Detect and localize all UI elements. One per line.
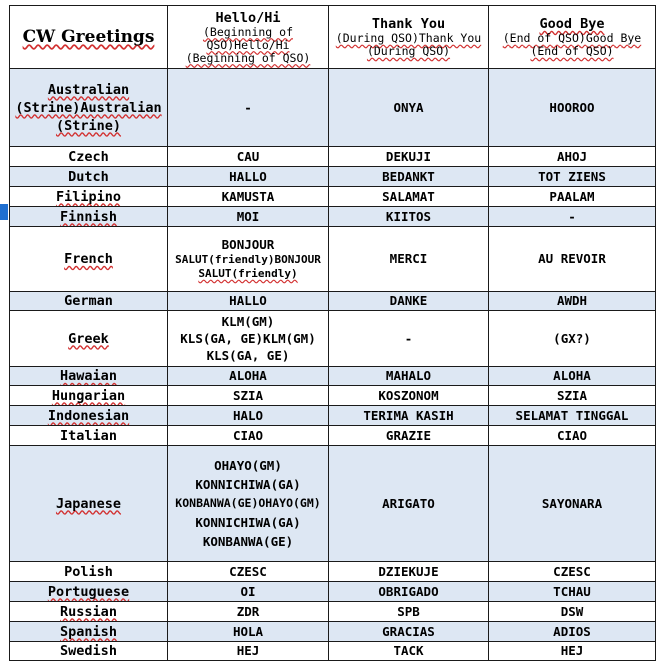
thanks-value: DEKUJI xyxy=(385,148,432,164)
hello-cell[interactable] xyxy=(168,147,329,167)
table-row xyxy=(10,227,656,292)
hello-value-line3: KONBANWA(GE)OHAYO(GM) xyxy=(175,496,321,510)
hello-cell[interactable] xyxy=(168,386,329,406)
hello-value-line2: SALUT(friendly)BONJOUR xyxy=(175,253,321,266)
bye-value: HEJ xyxy=(560,643,584,658)
table-row xyxy=(10,562,656,582)
bye-value: TOT ZIENS xyxy=(538,168,606,184)
bye-value: HOOROO xyxy=(549,99,595,115)
language-cell[interactable] xyxy=(10,602,168,622)
thanks-value: SALAMAT xyxy=(382,188,435,204)
thanks-value: GRACIAS xyxy=(382,623,435,639)
header-hello-subtitle: (Beginning of QSO)Hello/Hi (Beginning of QSO) xyxy=(185,24,311,65)
hello-cell[interactable] xyxy=(168,582,329,602)
thanks-cell[interactable] xyxy=(329,642,489,661)
language-cell[interactable] xyxy=(10,147,168,167)
bye-cell[interactable] xyxy=(489,367,656,386)
language-cell[interactable] xyxy=(10,622,168,642)
language-cell[interactable] xyxy=(10,446,168,562)
language-label: German xyxy=(64,293,113,309)
bye-value: CIAO xyxy=(556,427,588,443)
greetings-table xyxy=(9,5,656,661)
thanks-value: BEDANKT xyxy=(382,168,435,184)
hello-value: HALLO xyxy=(229,168,267,184)
thanks-cell[interactable] xyxy=(329,426,489,446)
language-label: Finnish xyxy=(60,208,117,225)
hello-cell[interactable] xyxy=(168,187,329,207)
bye-cell[interactable] xyxy=(489,386,656,406)
hello-value: OI xyxy=(240,583,256,599)
hello-value: HEJ xyxy=(236,643,260,658)
thanks-value: TACK xyxy=(393,643,424,658)
bye-value: ALOHA xyxy=(553,368,591,383)
thanks-value: ARIGATO xyxy=(382,495,435,511)
hello-value: SZIA xyxy=(232,387,264,403)
thanks-cell[interactable] xyxy=(329,167,489,187)
hello-cell[interactable] xyxy=(168,167,329,187)
hello-cell[interactable] xyxy=(168,642,329,661)
hello-value: HALLO xyxy=(229,293,267,308)
table-row xyxy=(10,187,656,207)
hello-cell[interactable] xyxy=(168,311,329,367)
hello-cell[interactable] xyxy=(168,446,329,562)
hello-value-line2: KONNICHIWA(GA) xyxy=(195,477,301,492)
bye-cell[interactable] xyxy=(489,292,656,311)
language-cell[interactable] xyxy=(10,367,168,386)
header-bye-cell[interactable] xyxy=(489,6,656,69)
bye-cell[interactable] xyxy=(489,167,656,187)
table-row xyxy=(10,406,656,426)
header-hello-cell[interactable] xyxy=(168,6,329,69)
table-row xyxy=(10,367,656,386)
language-label: Dutch xyxy=(68,168,109,185)
bye-cell[interactable] xyxy=(489,187,656,207)
thanks-value: OBRIGADO xyxy=(378,583,439,599)
thanks-value: SPB xyxy=(397,603,420,619)
language-cell[interactable] xyxy=(10,167,168,187)
table-row xyxy=(10,582,656,602)
language-label: Hungarian xyxy=(51,387,126,404)
language-cell[interactable] xyxy=(10,642,168,661)
language-label: Japanese xyxy=(55,495,122,512)
thanks-value: - xyxy=(404,330,413,346)
language-label: Filipino xyxy=(55,188,122,205)
bye-value: PAALAM xyxy=(549,188,595,204)
hello-cell[interactable] xyxy=(168,207,329,227)
language-label: Greek xyxy=(68,330,109,347)
table-row xyxy=(10,167,656,187)
bye-value: AHOJ xyxy=(556,148,588,164)
table-row xyxy=(10,311,656,367)
hello-value-line5: KONBANWA(GE) xyxy=(202,534,294,549)
bye-cell[interactable] xyxy=(489,446,656,562)
thanks-cell[interactable] xyxy=(329,562,489,582)
language-label: Spanish xyxy=(60,623,117,640)
hello-value-line4: KONNICHIWA(GA) xyxy=(195,515,301,530)
thanks-cell[interactable] xyxy=(329,367,489,386)
language-cell[interactable] xyxy=(10,227,168,292)
language-label: Czech xyxy=(68,148,109,165)
language-cell[interactable] xyxy=(10,311,168,367)
language-cell[interactable] xyxy=(10,582,168,602)
bye-cell[interactable] xyxy=(489,562,656,582)
thanks-value: ONYA xyxy=(393,99,424,115)
thanks-value: MAHALO xyxy=(385,368,432,383)
hello-cell[interactable] xyxy=(168,69,329,147)
bye-cell[interactable] xyxy=(489,406,656,426)
header-hello-title: Hello/Hi xyxy=(215,9,281,26)
language-cell[interactable] xyxy=(10,187,168,207)
thanks-cell[interactable] xyxy=(329,386,489,406)
bye-value: DSW xyxy=(560,603,584,619)
bye-cell[interactable] xyxy=(489,207,656,227)
header-bye-subtitle: (End of QSO)Good Bye (End of QSO) xyxy=(502,31,642,58)
table-row xyxy=(10,642,656,661)
thanks-cell[interactable] xyxy=(329,406,489,426)
hello-value: CIAO xyxy=(232,427,264,443)
language-cell[interactable] xyxy=(10,426,168,446)
hello-value: MOI xyxy=(236,208,260,224)
language-label: Portuguese xyxy=(47,583,130,600)
bye-value: AU REVOIR xyxy=(538,251,606,266)
hello-cell[interactable] xyxy=(168,292,329,311)
bye-cell[interactable] xyxy=(489,69,656,147)
language-cell[interactable] xyxy=(10,292,168,311)
language-label: Polish xyxy=(64,563,113,580)
thanks-cell[interactable] xyxy=(329,227,489,292)
hello-value: - xyxy=(244,99,252,115)
hello-cell[interactable] xyxy=(168,562,329,582)
thanks-cell[interactable] xyxy=(329,187,489,207)
bye-cell[interactable] xyxy=(489,311,656,367)
row-selection-marker xyxy=(0,204,8,220)
table-row xyxy=(10,292,656,311)
hello-value: CZESC xyxy=(229,563,267,579)
thanks-cell[interactable] xyxy=(329,582,489,602)
hello-cell[interactable] xyxy=(168,602,329,622)
language-cell[interactable] xyxy=(10,562,168,582)
language-cell[interactable] xyxy=(10,406,168,426)
thanks-value: DANKE xyxy=(389,293,428,308)
table-row xyxy=(10,207,656,227)
hello-value-line3: KLS(GA, GE) xyxy=(206,348,290,363)
bye-value: AWDH xyxy=(556,293,588,308)
hello-value-line3: SALUT(friendly) xyxy=(198,267,298,280)
bye-cell[interactable] xyxy=(489,622,656,642)
hello-cell[interactable] xyxy=(168,622,329,642)
bye-value: TCHAU xyxy=(553,583,591,599)
language-label: Australian (Strine)Australian (Strine) xyxy=(15,81,162,134)
language-label: Italian xyxy=(60,427,117,444)
thanks-cell[interactable] xyxy=(329,207,489,227)
corner-label: CW Greetings xyxy=(22,27,155,47)
header-bye-title: Good Bye xyxy=(539,16,605,32)
hello-value-line2: KLS(GA, GE)KLM(GM) xyxy=(180,331,316,346)
header-thanks-cell[interactable] xyxy=(329,6,489,69)
language-label: Indonesian xyxy=(47,407,130,424)
hello-cell[interactable] xyxy=(168,426,329,446)
thanks-value: DZIEKUJE xyxy=(378,563,439,579)
hello-value: KLM(GM) xyxy=(221,314,275,329)
language-label: Hawaian xyxy=(60,368,117,384)
language-label: French xyxy=(64,251,113,267)
bye-value: SAYONARA xyxy=(541,495,603,511)
thanks-cell[interactable] xyxy=(329,602,489,622)
thanks-cell[interactable] xyxy=(329,446,489,562)
bye-value: SZIA xyxy=(556,387,588,403)
bye-cell[interactable] xyxy=(489,227,656,292)
bye-cell[interactable] xyxy=(489,602,656,622)
hello-cell[interactable] xyxy=(168,227,329,292)
thanks-value: KOSZONOM xyxy=(378,387,439,403)
hello-value: BONJOUR xyxy=(221,237,275,252)
thanks-value: MERCI xyxy=(389,251,428,266)
thanks-value: TERIMA KASIH xyxy=(363,407,454,423)
thanks-cell[interactable] xyxy=(329,622,489,642)
table-row xyxy=(10,386,656,406)
hello-value: HALO xyxy=(232,407,264,423)
hello-value: ALOHA xyxy=(229,368,267,383)
bye-value: (GX?) xyxy=(553,330,591,346)
language-cell[interactable] xyxy=(10,207,168,227)
table-row xyxy=(10,602,656,622)
language-cell[interactable] xyxy=(10,69,168,147)
bye-value: ADIOS xyxy=(553,623,591,639)
bye-value: - xyxy=(568,208,576,224)
thanks-cell[interactable] xyxy=(329,69,489,147)
bye-cell[interactable] xyxy=(489,642,656,661)
corner-header-cell[interactable] xyxy=(10,6,168,69)
header-thanks-subtitle: (During QSO)Thank You (During QSO) xyxy=(335,31,482,58)
table-row xyxy=(10,426,656,446)
header-thanks-title: Thank You xyxy=(371,16,446,32)
language-cell[interactable] xyxy=(10,386,168,406)
language-label: Swedish xyxy=(60,643,117,659)
hello-cell[interactable] xyxy=(168,367,329,386)
hello-value: CAU xyxy=(236,148,260,164)
bye-cell[interactable] xyxy=(489,147,656,167)
bye-value: CZESC xyxy=(553,563,591,579)
hello-value: ZDR xyxy=(236,603,260,619)
table-row xyxy=(10,622,656,642)
hello-value: HOLA xyxy=(232,623,264,639)
hello-cell[interactable] xyxy=(168,406,329,426)
header-row xyxy=(10,6,656,69)
language-label: Russian xyxy=(60,603,117,620)
thanks-cell[interactable] xyxy=(329,292,489,311)
table-row xyxy=(10,446,656,562)
table-row xyxy=(10,69,656,147)
thanks-cell[interactable] xyxy=(329,147,489,167)
thanks-value: KIITOS xyxy=(385,208,432,224)
thanks-cell[interactable] xyxy=(329,311,489,367)
hello-value: KAMUSTA xyxy=(221,188,275,204)
bye-cell[interactable] xyxy=(489,426,656,446)
hello-value: OHAYO(GM) xyxy=(214,458,282,473)
bye-cell[interactable] xyxy=(489,582,656,602)
table-row xyxy=(10,147,656,167)
thanks-value: GRAZIE xyxy=(385,427,432,443)
bye-value: SELAMAT TINGGAL xyxy=(515,407,629,423)
